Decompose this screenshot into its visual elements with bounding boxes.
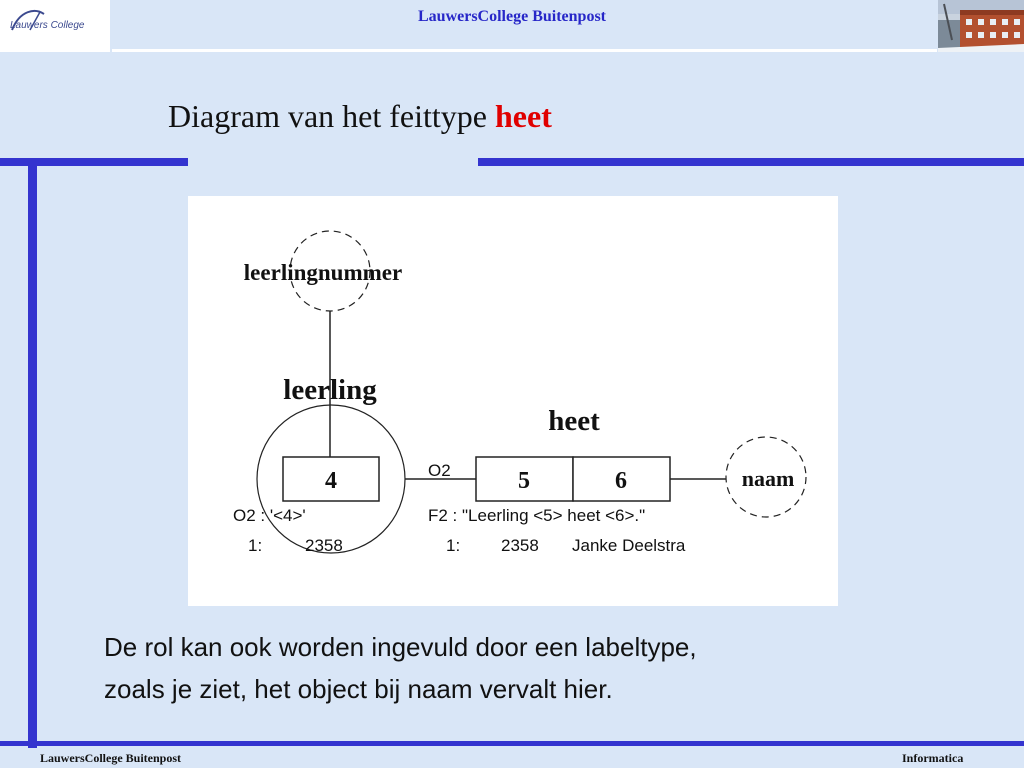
role-6-label: 6	[615, 468, 627, 494]
orm-diagram	[188, 196, 838, 606]
label-naam: naam	[741, 466, 795, 491]
footer-right: Informatica	[902, 751, 964, 765]
label-leerling: leerling	[283, 374, 377, 406]
body-text	[104, 626, 984, 710]
label-heet: heet	[548, 405, 600, 437]
slide-title-accent: heet	[494, 98, 552, 134]
logo-text: Lauwers College	[10, 20, 85, 31]
population-line-left-1: O2 : '<4>'	[233, 506, 306, 525]
role-4-label: 4	[325, 468, 337, 494]
body-line-2: zoals je ziet, het object bij naam vervalt hier.	[104, 674, 613, 704]
population-line-right-1: F2 : "Leerling <5> heet <6>."	[428, 506, 646, 525]
slide-title-text: Diagram van het feittype	[168, 98, 495, 134]
population-line-right-2-num: 1:	[446, 536, 461, 555]
header-divider	[112, 49, 937, 52]
population-line-right-2-val: 2358	[501, 536, 539, 555]
footer-left: LauwersCollege Buitenpost	[40, 751, 181, 765]
slide-title	[168, 98, 552, 135]
label-o2: O2	[428, 461, 451, 480]
header-title: LauwersCollege Buitenpost	[418, 8, 606, 25]
role-5-label: 5	[518, 468, 530, 494]
decor-bar-bottom	[0, 741, 1024, 746]
population-line-right-2-name: Janke Deelstra	[572, 536, 686, 555]
population-line-left-2-num: 1:	[248, 536, 263, 555]
decor-bar-left	[28, 158, 37, 748]
decor-bar-top-right	[478, 158, 1024, 166]
body-line-1: De rol kan ook worden ingevuld door een labeltype,	[104, 632, 697, 662]
label-leerlingnummer: leerlingnummer	[243, 260, 403, 285]
population-line-left-2-val: 2358	[305, 536, 343, 555]
school-building-photo	[938, 0, 1024, 52]
